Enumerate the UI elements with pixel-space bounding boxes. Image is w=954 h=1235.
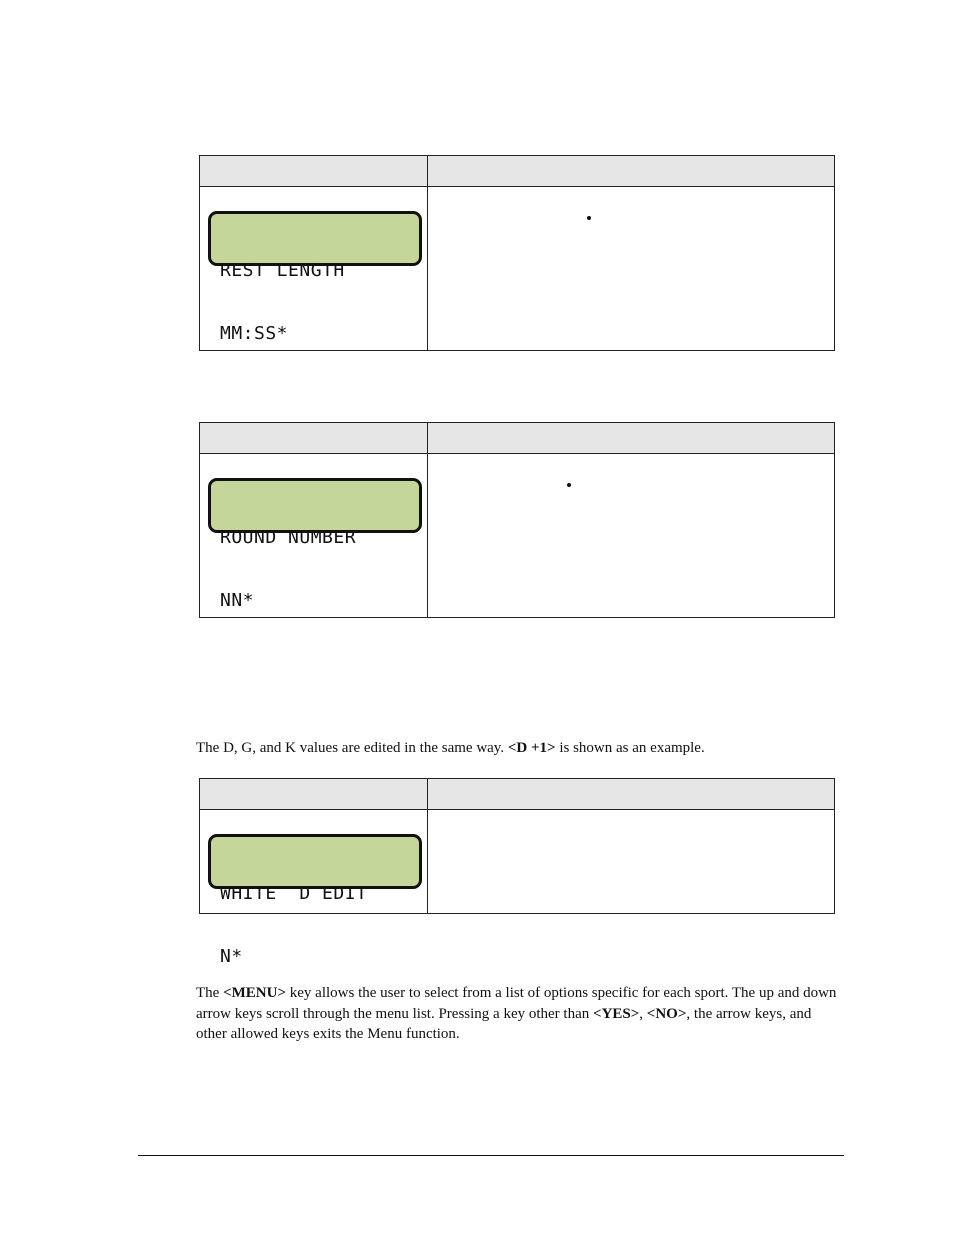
table-cell-display — [200, 187, 428, 350]
key-label-d-plus-1: <D +1> — [507, 740, 556, 756]
lcd-display — [208, 834, 422, 967]
paragraph-text: key allows the user to select from a list of options specific for each sport. The up and down arrow keys scroll through the menu list. Pressing a key other than — [196, 985, 837, 1022]
table-header-left — [200, 779, 428, 810]
table-header-left — [200, 423, 428, 454]
table-cell-display — [200, 810, 428, 967]
paragraph-text: , the arrow keys, and other allowed keys exits the Menu function. — [196, 1005, 812, 1042]
table-header-right — [428, 779, 834, 810]
table-header-right — [428, 423, 834, 454]
paragraph-text: is shown as an example. — [555, 740, 705, 756]
lcd-display — [208, 211, 422, 344]
menu-key-paragraph — [196, 983, 844, 1045]
lcd-line-1: REST LENGTH — [220, 260, 345, 281]
key-label-yes: <YES> — [593, 1005, 640, 1022]
paragraph-text: , — [639, 1005, 647, 1022]
lcd-display — [208, 478, 422, 611]
table-round-number — [199, 422, 835, 618]
lcd-line-2: MM:SS* — [220, 323, 289, 344]
bullet-icon — [587, 216, 591, 220]
lcd-line-2: N* — [220, 946, 243, 967]
footer-rule — [138, 1155, 844, 1156]
lcd-line-1: ROUND NUMBER — [220, 527, 357, 548]
table-white-d-edit — [199, 778, 835, 967]
table-header-left — [200, 156, 428, 187]
key-label-menu: <MENU> — [223, 985, 287, 1001]
table-cell-description — [428, 187, 834, 350]
table-rest-length — [199, 155, 835, 351]
key-label-no: <NO> — [646, 1005, 687, 1022]
table-cell-description — [428, 810, 834, 913]
paragraph-text: The D, G, and K values are edited in the same way. — [196, 740, 508, 756]
lcd-line-1: WHITE D EDIT — [220, 883, 368, 904]
edit-instructions-paragraph — [196, 738, 846, 759]
table-cell-display — [200, 454, 428, 617]
table-cell-description — [428, 454, 834, 617]
lcd-line-2: NN* — [220, 590, 255, 611]
bullet-icon — [567, 483, 571, 487]
table-header-right — [428, 156, 834, 187]
paragraph-text: The — [196, 985, 224, 1001]
